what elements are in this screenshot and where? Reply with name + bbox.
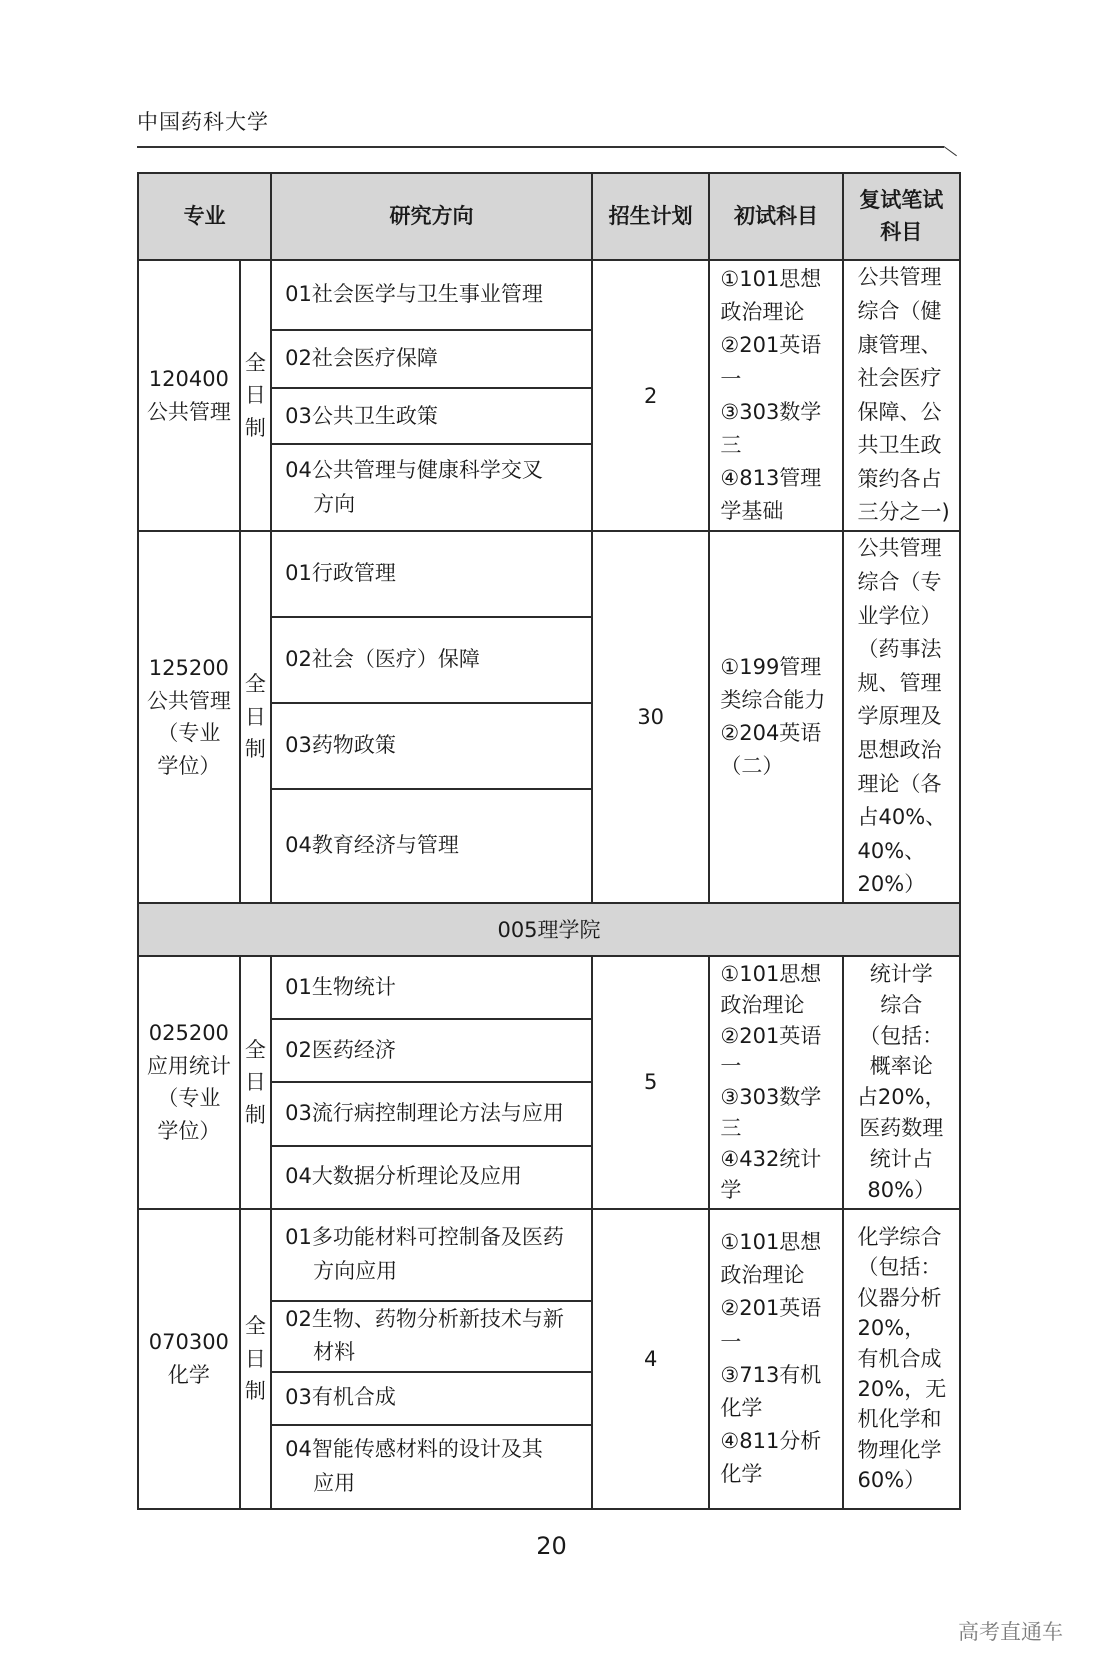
header-rule — [137, 146, 944, 148]
direction-cell: 01多功能材料可控制备及医药 方向应用 — [271, 1209, 592, 1301]
direction-cell: 02生物、药物分析新技术与新 材料 — [271, 1301, 592, 1372]
plan-cell: 2 — [592, 260, 709, 531]
table-row — [138, 260, 960, 330]
direction-cell: 04大数据分析理论及应用 — [271, 1146, 592, 1209]
school-row — [138, 903, 960, 956]
major-cell: 125200 公共管理 （专业 学位） — [138, 531, 240, 903]
table-row — [138, 1209, 960, 1301]
plan-cell: 4 — [592, 1209, 709, 1509]
retest-subjects-cell: 统计学 综合 （包括： 概率论 占20%， 医药数理 统计占 80%） — [843, 956, 960, 1209]
watermark: 高考直通车 — [958, 1620, 1063, 1644]
major-cell: 070300 化学 — [138, 1209, 240, 1509]
exam-subjects-cell: ①101思想 政治理论 ②201英语 一 ③303数学 三 ④432统计 学 — [709, 956, 842, 1209]
direction-cell: 02社会医疗保障 — [271, 330, 592, 388]
direction-cell: 03药物政策 — [271, 703, 592, 789]
exam-subjects-cell: ①199管理 类综合能力 ②204英语 （二） — [709, 531, 842, 903]
exam-subjects-cell: ①101思想 政治理论 ②201英语 一 ③713有机 化学 ④811分析 化学 — [709, 1209, 842, 1509]
direction-cell: 01社会医学与卫生事业管理 — [271, 260, 592, 330]
document-header-title: 中国药科大学 — [137, 110, 269, 134]
direction-cell: 01行政管理 — [271, 531, 592, 617]
header-exam: 初试科目 — [709, 173, 842, 260]
plan-cell: 5 — [592, 956, 709, 1209]
retest-subjects-cell: 化学综合 （包括： 仪器分析 20%， 有机合成 20%，无 机化学和 物理化学 60%） — [843, 1209, 960, 1509]
header-direction: 研究方向 — [271, 173, 592, 260]
table-row — [138, 531, 960, 617]
direction-cell: 04教育经济与管理 — [271, 789, 592, 903]
header-plan: 招生计划 — [592, 173, 709, 260]
direction-cell: 04智能传感材料的设计及其 应用 — [271, 1425, 592, 1509]
study-mode-cell: 全 日 制 — [240, 531, 271, 903]
direction-cell: 04公共管理与健康科学交叉 方向 — [271, 444, 592, 531]
direction-cell: 02社会（医疗）保障 — [271, 617, 592, 703]
retest-subjects-cell: 公共管理 综合（专 业学位） （药事法 规、管理 学原理及 思想政治 理论（各 占40%、 40%、 20%） — [843, 531, 960, 903]
plan-cell: 30 — [592, 531, 709, 903]
direction-cell: 02医药经济 — [271, 1019, 592, 1082]
study-mode-cell: 全 日 制 — [240, 956, 271, 1209]
direction-cell: 03有机合成 — [271, 1372, 592, 1425]
table-header-row — [138, 173, 960, 260]
header-major: 专业 — [138, 173, 271, 260]
exam-subjects-cell: ①101思想 政治理论 ②201英语 一 ③303数学 三 ④813管理 学基础 — [709, 260, 842, 531]
header-retest: 复试笔试科目 — [843, 173, 960, 260]
enrollment-plan-table — [137, 172, 961, 1510]
header-rule-tick — [943, 146, 957, 156]
direction-cell: 03流行病控制理论方法与应用 — [271, 1082, 592, 1145]
study-mode-cell: 全 日 制 — [240, 1209, 271, 1509]
major-cell: 025200 应用统计 （专业 学位） — [138, 956, 240, 1209]
retest-subjects-cell: 公共管理 综合（健 康管理、 社会医疗 保障、公 共卫生政 策约各占 三分之一) — [843, 260, 960, 531]
school-name: 005理学院 — [138, 903, 960, 956]
direction-cell: 01生物统计 — [271, 956, 592, 1019]
direction-cell: 03公共卫生政策 — [271, 388, 592, 444]
table-row — [138, 956, 960, 1019]
page-number: 20 — [536, 1532, 567, 1560]
major-cell: 120400 公共管理 — [138, 260, 240, 531]
study-mode-cell: 全 日 制 — [240, 260, 271, 531]
